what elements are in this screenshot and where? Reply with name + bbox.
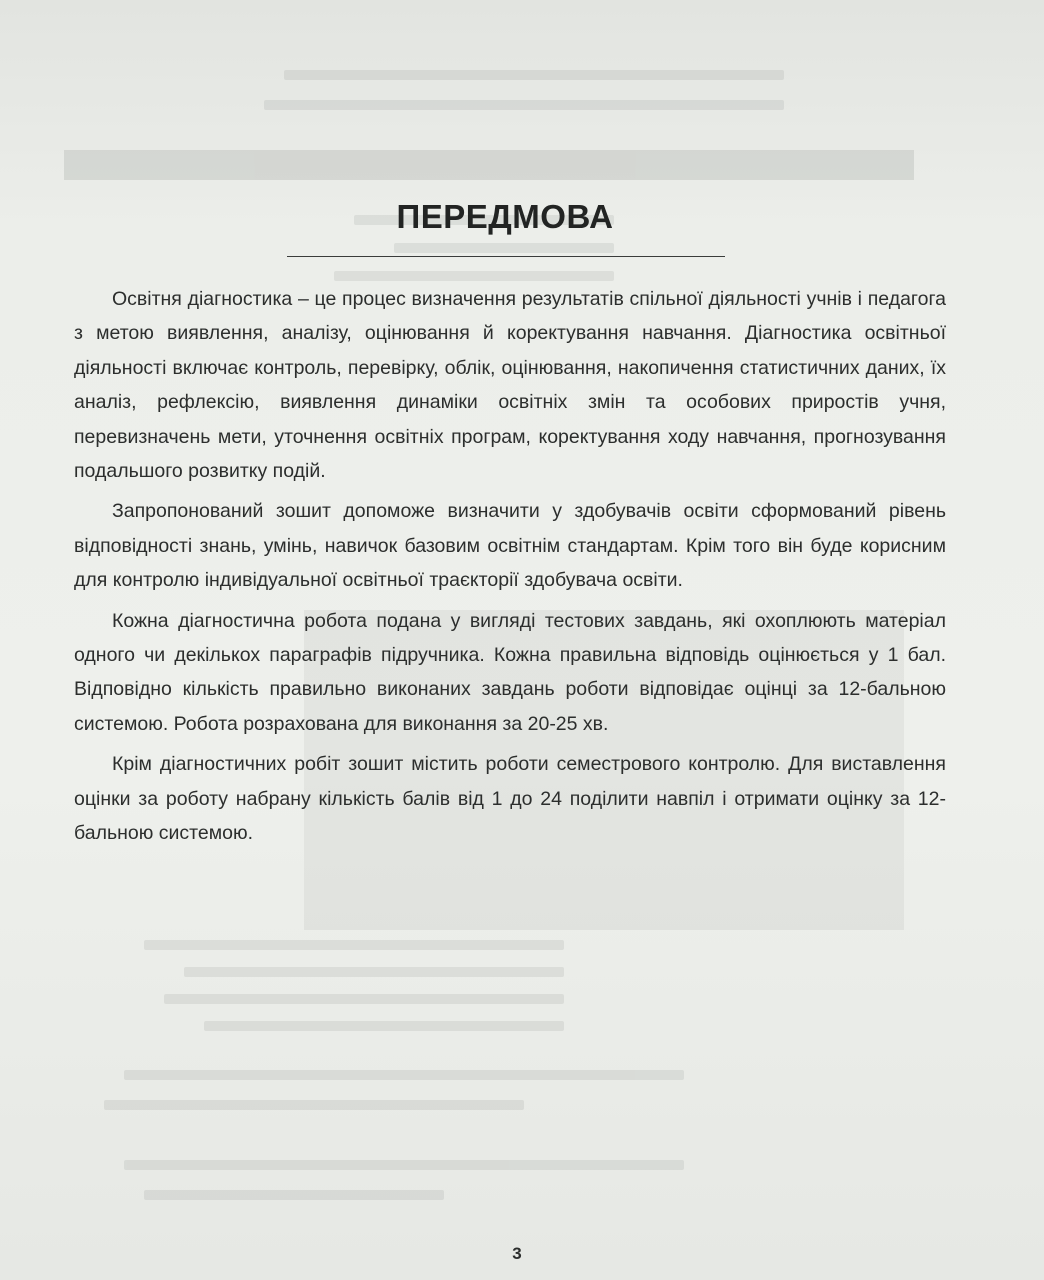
paragraph-notebook-purpose: Запропонований зошит допоможе визначити у здобувачів освіти сформований рівень відповідності знань, умінь, навичок базовим освітнім стандартам. Крім того він буде корисним для контролю індивідуальної освітньої траєкторії здобувача освіти. [74,500,946,592]
page-title: ПЕРЕДМОВА [396,198,614,235]
paragraph-diagnostics-definition: Освітня діагностика – це процес визначення результатів спільної діяльності учнів і педагога з метою виявлення, аналізу, оцінювання й коректування навчання. Діагностика освітньої діяльності включає контроль, перевірку, облік, оцінювання, накопичення статистичних даних, їх аналіз, рефлексію, виявлення динаміки освітніх змін та особових приростів учня, перевизначень мети, уточнення освітніх програм, коректування ходу навчання, прогнозування подальшого розвитку подій. [74,288,946,483]
page-number: 3 [512,1244,522,1263]
preface-text [74,282,946,857]
paragraph-semester-control: Крім діагностичних робіт зошит містить роботи семестрового контролю. Для виставлення оцінки за роботу набрану кількість балів від 1 до 24 поділити навпіл і отримати оцінку за 12-бальною системою. [74,753,946,845]
title-underline [287,256,725,257]
paragraph-test-format: Кожна діагностична робота подана у вигляді тестових завдань, які охоплюють матеріал одного чи декількох параграфів підручника. Кожна правильна відповідь оцінюється у 1 бал. Відповідно кількість правильно виконаних завдань роботи відповідає оцінці за 12-бальною системою. Робота розрахована для виконання за 20-25 хв. [74,609,946,735]
